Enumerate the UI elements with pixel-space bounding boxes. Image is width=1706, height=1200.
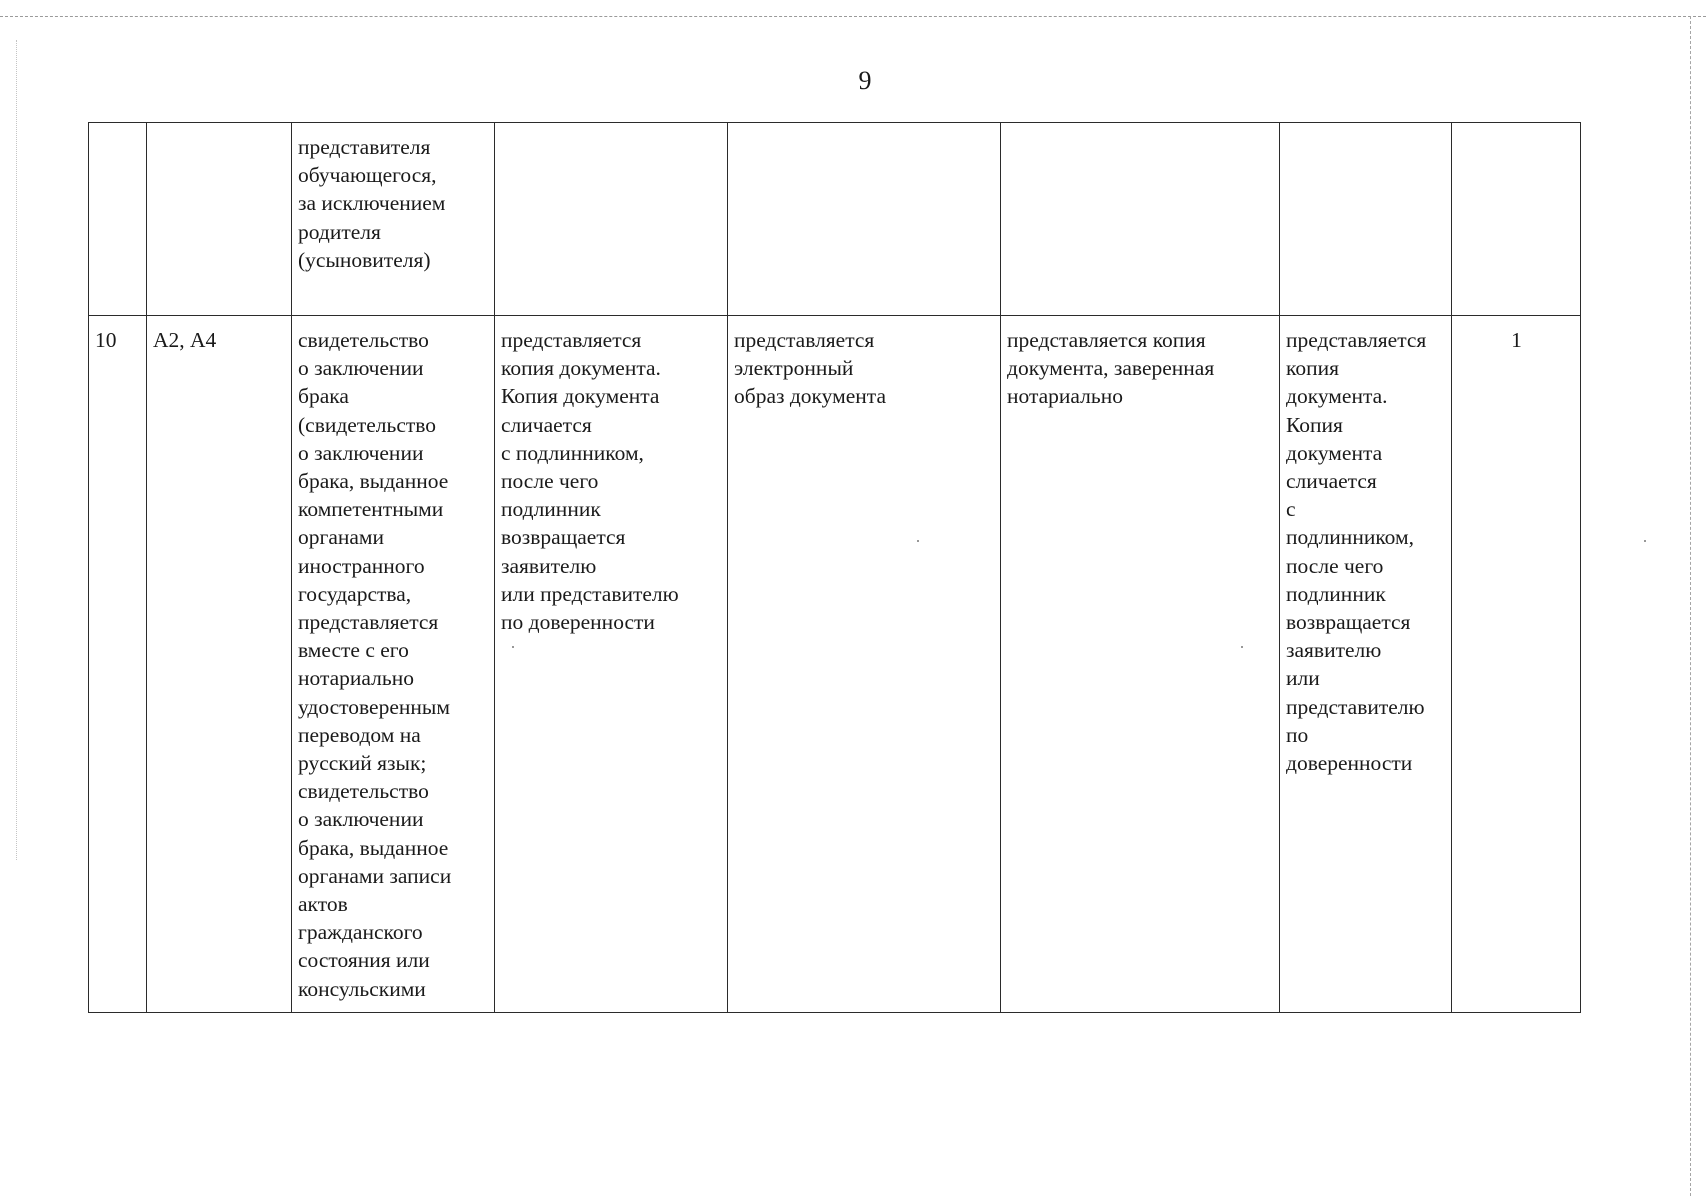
cell-count — [1452, 123, 1581, 316]
cell-via-mfc — [1280, 316, 1452, 1013]
document-code: А2, А4 — [153, 328, 217, 352]
cell-electronic — [728, 123, 1001, 316]
electronic-requirement: представляется электронный образ документа — [734, 328, 887, 409]
scan-speck — [917, 540, 919, 542]
cell-via-mfc — [1280, 123, 1452, 316]
cell-number — [89, 123, 147, 316]
scan-edge-top — [0, 16, 1706, 17]
scan-speck — [1644, 540, 1646, 542]
scan-speck — [1241, 646, 1243, 648]
scan-edge-right — [1690, 16, 1691, 1196]
cell-count — [1452, 316, 1581, 1013]
row-number: 10 — [95, 328, 117, 352]
cell-document-name: представителя обучающегося, за исключением родителя (усыновителя) — [292, 123, 495, 316]
in-person-requirement: представляется копия документа. Копия документа сличается с подлинником, после чего подлинник возвращается заявителю или представителю по доверенности — [501, 328, 679, 635]
scan-speck — [512, 646, 514, 648]
cell-code — [147, 316, 292, 1013]
document-count: 1 — [1511, 328, 1522, 352]
cell-in-person — [495, 123, 728, 316]
cell-electronic — [728, 316, 1001, 1013]
cell-by-mail — [1001, 316, 1280, 1013]
document-name: свидетельство о заключении брака (свидетельство о заключении брака, выданное компетентными органами иностранного государства, представляется вместе с его нотариально удостоверенным переводом на русский язык; свидетельство о заключении брака, выданное органами записи актов гражданского состояния или консульскими — [298, 328, 452, 1001]
cell-number — [89, 316, 147, 1013]
table-row-10 — [89, 316, 1581, 1013]
scan-edge-left — [16, 40, 17, 860]
via-mfc-requirement: представляется копия документа. Копия документа сличается с подлинником, после чего подлинник возвращается заявителю или представителю по доверенности — [1286, 328, 1427, 776]
cell-document-name — [292, 316, 495, 1013]
cell-by-mail — [1001, 123, 1280, 316]
cell-in-person — [495, 316, 728, 1013]
page-number: 9 — [858, 66, 872, 95]
cell-code — [147, 123, 292, 316]
documents-table — [88, 122, 1581, 1013]
table-row-continued — [89, 123, 1581, 316]
by-mail-requirement: представляется копия документа, заверенная нотариально — [1007, 328, 1215, 409]
